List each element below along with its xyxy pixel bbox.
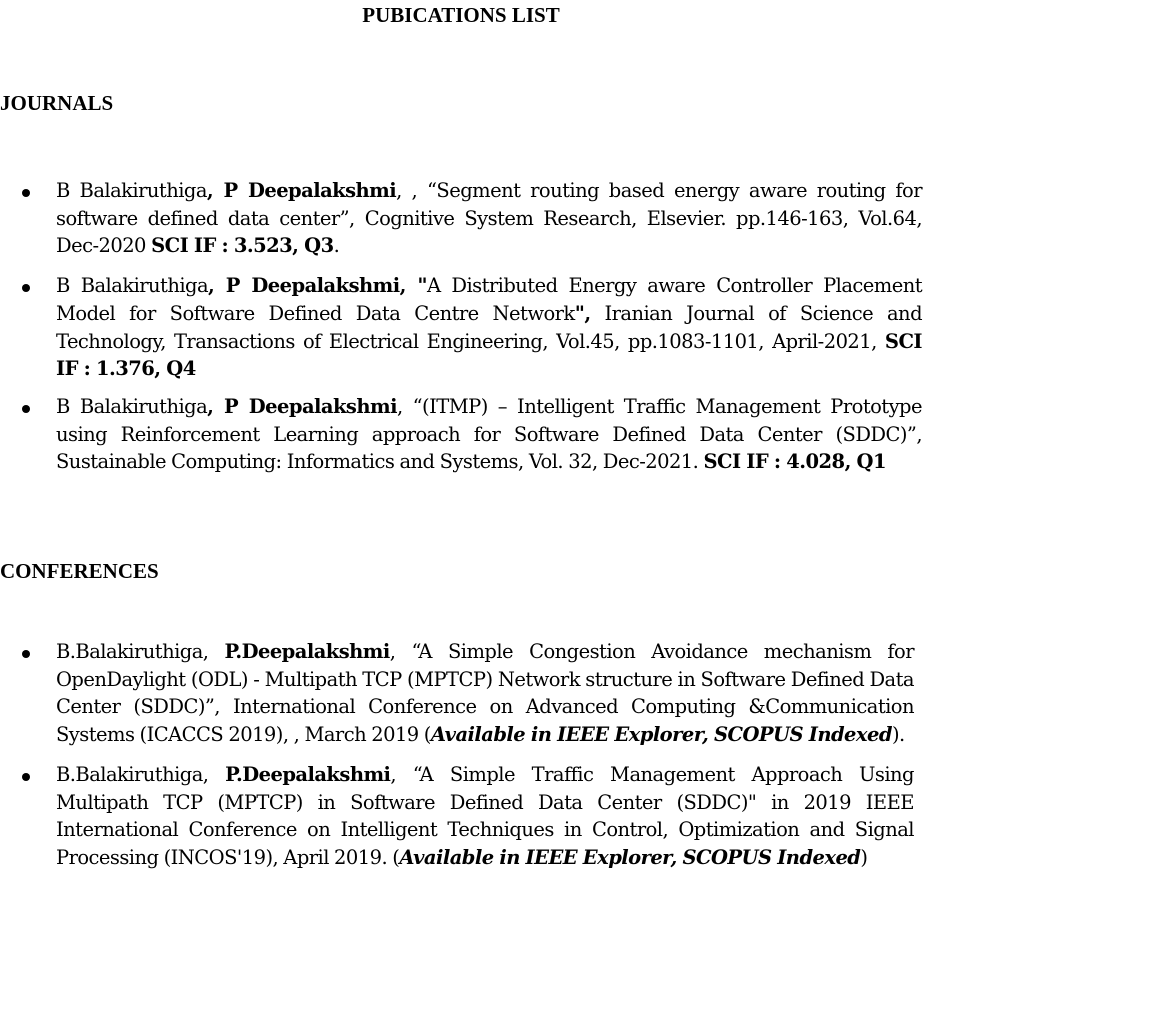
journal-list: [0, 177, 922, 488]
conference-author-bold: P.Deepalakshmi: [225, 762, 391, 786]
bullet-icon: [22, 650, 30, 658]
journal-metrics: SCI IF : 4.028, Q1: [703, 450, 887, 474]
conference-list: [0, 638, 914, 884]
conference-author-bold: P.Deepalakshmi: [224, 640, 390, 663]
journal-author: B Balakiruthiga: [56, 179, 207, 202]
journal-author-bold: , P Deepalakshmi, ": [208, 274, 427, 298]
journal-item: [0, 177, 922, 260]
conference-citation-end: ).: [891, 723, 905, 747]
journal-metrics: SCI IF : 3.523, Q3: [151, 234, 334, 258]
journal-author-bold: , P Deepalakshmi: [207, 394, 397, 418]
bullet-icon: [22, 189, 30, 197]
conference-citation-end: ): [860, 845, 868, 869]
conference-item: [0, 761, 914, 872]
journal-item: [0, 272, 922, 383]
conferences-heading: CONFERENCES: [0, 559, 159, 583]
journal-author-bold: , P Deepalakshmi: [206, 179, 397, 202]
journal-citation-end: .: [333, 234, 340, 258]
journal-metrics: SCI IF : 1.376, Q4: [56, 329, 922, 381]
bullet-icon: [22, 773, 30, 781]
conference-index-note: Available in IEEE Explorer, SCOPUS Indexed: [430, 723, 892, 747]
conference-author: B.Balakiruthiga,: [56, 640, 225, 663]
journals-heading: JOURNALS: [0, 91, 114, 115]
journal-author: B Balakiruthiga: [56, 274, 209, 298]
journal-item: [0, 393, 922, 476]
conference-item: [0, 638, 914, 749]
journal-quote-bold: ",: [574, 301, 591, 325]
bullet-icon: [22, 284, 30, 292]
conference-citation: , “A Simple Traffic Management Approach Using Multipath TCP (MPTCP) in Software Defined Data Center (SDDC)" in 2019 IEEE International Conference on Intelligent Techniques in Control, Optimization and Signal Processing (INCOS'19), April 2019. (: [56, 762, 914, 869]
journal-citation: A Distributed Energy aware Controller Placement Model for Software Defined Data Centre Network: [56, 274, 922, 325]
journal-citation: , “(ITMP) – Intelligent Traffic Management Prototype using Reinforcement Learning approach for Software Defined Data Center (SDDC)”, Sustainable Computing: Informatics and Systems, Vol. 32, Dec-2021.: [56, 394, 922, 474]
conference-citation: , “A Simple Congestion Avoidance mechanism for OpenDaylight (ODL) - Multipath TCP (MPTCP) Network structure in Software Defined Data Center (SDDC)”, International Conference on Advanced Computing &Communication Systems (ICACCS 2019), , March 2019 (: [56, 640, 914, 747]
journal-citation-rest: Iranian Journal of Science and Technology, Transactions of Electrical Engineering, Vol.45, pp.1083-1101, April-2021,: [56, 301, 923, 353]
page-title: PUBICATIONS LIST: [362, 3, 560, 27]
journal-author: B Balakiruthiga: [56, 394, 208, 418]
conference-index-note: Available in IEEE Explorer, SCOPUS Indexed: [399, 845, 861, 869]
journal-citation: , , “Segment routing based energy aware routing for software defined data center”, Cognitive System Research, Elsevier. pp.146-163, Vol.64, Dec-2020: [56, 179, 922, 258]
conference-author: B.Balakiruthiga,: [56, 762, 226, 786]
bullet-icon: [22, 405, 30, 413]
